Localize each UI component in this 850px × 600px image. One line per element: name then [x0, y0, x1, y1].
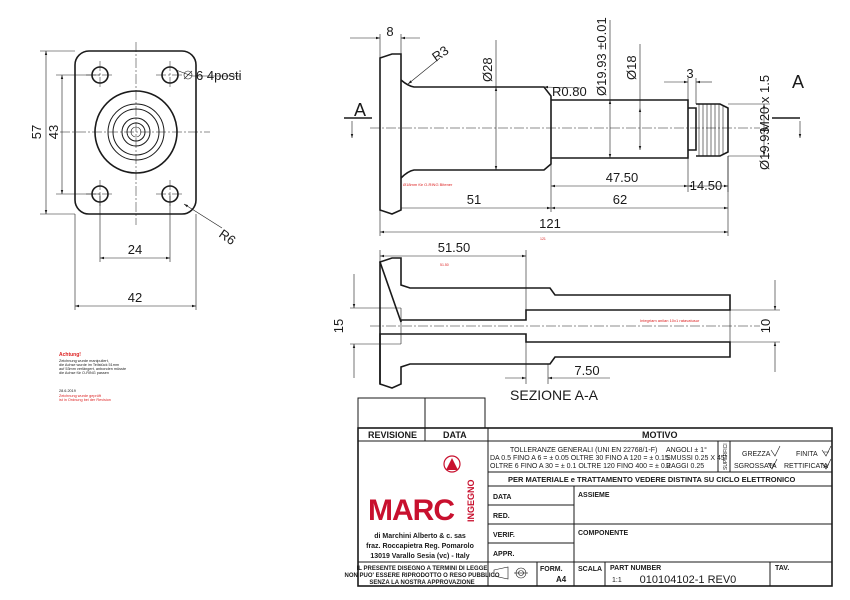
section-title: SEZIONE A-A [510, 387, 598, 403]
dim-8: 8 [386, 24, 394, 39]
flange-top-view [29, 42, 242, 310]
tb-part-value: 010104102-1 REV0 [639, 574, 737, 586]
tb-row-appr: APPR. [493, 551, 515, 558]
manipulation-note [59, 352, 126, 402]
tb-row-data: DATA [493, 494, 512, 501]
tb-revisione: REVISIONE [368, 430, 418, 440]
shaft-side-view [344, 17, 804, 241]
note-line-1: die Achse wurde im Teilstück 51mm [59, 363, 120, 367]
dim-r3: R3 [429, 42, 452, 65]
dim-1450: 14.50 [689, 178, 723, 193]
tb-raggi: RAGGI 0.25 [666, 463, 705, 470]
tb-company1: di Marchini Alberto & c. sas [374, 533, 466, 540]
tb-tav-label: TAV. [775, 565, 790, 572]
note-date: 28.6.2019 [59, 389, 76, 393]
tb-company2: fraz. Roccapietra Reg. Pomarolo [366, 543, 474, 550]
note-heading: Achtung! [59, 352, 81, 358]
section-marker-left: A [353, 100, 367, 120]
logo-sub: INGEGNO [466, 479, 476, 522]
dim-d1993-tol-value: 19.93 ±0.01 [594, 17, 609, 86]
dim-57: 57 [29, 124, 44, 140]
tb-scala-value: 1:1 [612, 577, 622, 584]
tb-tol-row1: DA 0.5 FINO A 6 = ± 0.05 OLTRE 30 FINO A 120 = ± 0.15 [490, 455, 669, 462]
dim-thread: M20 x 1.5 [757, 74, 772, 132]
tb-rettificata: RETTIFICATA [784, 463, 829, 470]
section-upper-half [380, 258, 730, 322]
shaft-journal [551, 100, 688, 158]
shaft-body [401, 80, 551, 178]
dim-10: 10 [758, 318, 773, 334]
section-view [331, 240, 780, 403]
dim-d1993-value: 19.93 [757, 127, 772, 160]
tb-motivo: MOTIVO [642, 430, 678, 440]
tb-data: DATA [443, 430, 467, 440]
note-line-2: auf 53mm verlängert, anbonden müsste [59, 367, 127, 371]
tb-finita: FINITA [796, 451, 818, 458]
note-line-0: Zeichnung wurde manipuliert, [59, 359, 109, 363]
dim-d18-value: 18 [624, 55, 639, 70]
note-red-0: Zeichnung wurde geprüft [59, 394, 102, 398]
tb-componente: COMPONENTE [578, 530, 629, 537]
section-marker-right: A [791, 72, 805, 92]
note-red-1: ist in Ordnung bei der Revision [59, 398, 111, 402]
red-small-5150: 51.50 [440, 263, 449, 267]
tb-legal2: NON PUO' ESSERE RIPRODOTTO O RESO PUBBLICO [344, 573, 500, 579]
tb-scala-label: SCALA [578, 566, 603, 573]
company-logo [368, 456, 476, 527]
tb-legal1: IL PRESENTE DISEGNO A TERMINI DI LEGGE [356, 566, 488, 572]
tb-part-label: PART NUMBER [610, 565, 662, 572]
dim-15: 15 [331, 318, 346, 334]
tb-materiale: PER MATERIALE e TRATTAMENTO VEDERE DISTINTA SU CICLO ELETTRONICO [508, 475, 796, 484]
tb-row-verif: VERIF. [493, 532, 515, 539]
dim-24: 24 [127, 242, 143, 257]
dim-42: 42 [127, 290, 143, 305]
tb-sgrossata: SGROSSATA [734, 463, 777, 470]
tb-tol-row2: OLTRE 6 FINO A 30 = ± 0.1 OLTRE 120 FINO 400 = ± 0.2 [490, 463, 671, 470]
title-block [344, 398, 832, 586]
logo-text: MARC [368, 494, 454, 527]
tb-form-label: FORM. [540, 566, 563, 573]
tb-tol-header: TOLLERANZE GENERALI (UNI EN 22768/1-F) [510, 447, 658, 454]
surface-sym-finita [822, 446, 831, 456]
dim-d18: Ø18 [624, 55, 639, 80]
shaft-flange [380, 54, 401, 214]
surface-sym-grezza [771, 446, 780, 456]
tb-grezza: GREZZA [742, 451, 771, 458]
dim-d28-value: 28 [480, 57, 495, 72]
tb-company3: 13019 Varallo Sesia (vc) - Italy [370, 553, 470, 560]
dim-51: 51 [466, 192, 482, 207]
tb-assieme: ASSIEME [578, 492, 610, 499]
dim-3: 3 [686, 66, 694, 81]
dim-43: 43 [46, 124, 61, 140]
dim-r6: R6 [216, 226, 239, 248]
tb-smussi: SMUSSI 0.25 X 45° [666, 455, 728, 462]
dim-r080: R0.80 [552, 84, 587, 99]
dim-121: 121 [539, 216, 561, 231]
tb-legal3: SENZA LA NOSTRA APPROVAZIONE [369, 580, 475, 586]
red-note-section: Integriam anilan 10x1 ratavatusur [640, 318, 700, 323]
tb-row-red: RED. [493, 513, 510, 520]
dim-5150: 51.50 [437, 240, 471, 255]
shaft-groove [688, 108, 696, 150]
dim-d28: Ø28 [480, 57, 495, 82]
dim-d1993: Ø19.93 [757, 127, 772, 170]
dim-d1993-tol: Ø19.93 ±0.01 [594, 17, 609, 96]
tb-superfici: SUPERFICI [723, 443, 729, 470]
dim-62: 62 [612, 192, 628, 207]
dim-750: 7.50 [574, 363, 600, 378]
tb-angoli: ANGOLI ± 1° [666, 447, 707, 454]
tb-form-value: A4 [556, 575, 567, 584]
logo-emblem-figure [446, 458, 458, 470]
dim-4750: 47.50 [605, 170, 639, 185]
note-line-3: die Achse für O-RING passen [59, 371, 110, 375]
red-small-121: 121 [540, 237, 546, 241]
dim-holes: 6 4posti [196, 68, 242, 83]
red-note-side: Ø18mm für O-RING Bitener [403, 182, 453, 187]
